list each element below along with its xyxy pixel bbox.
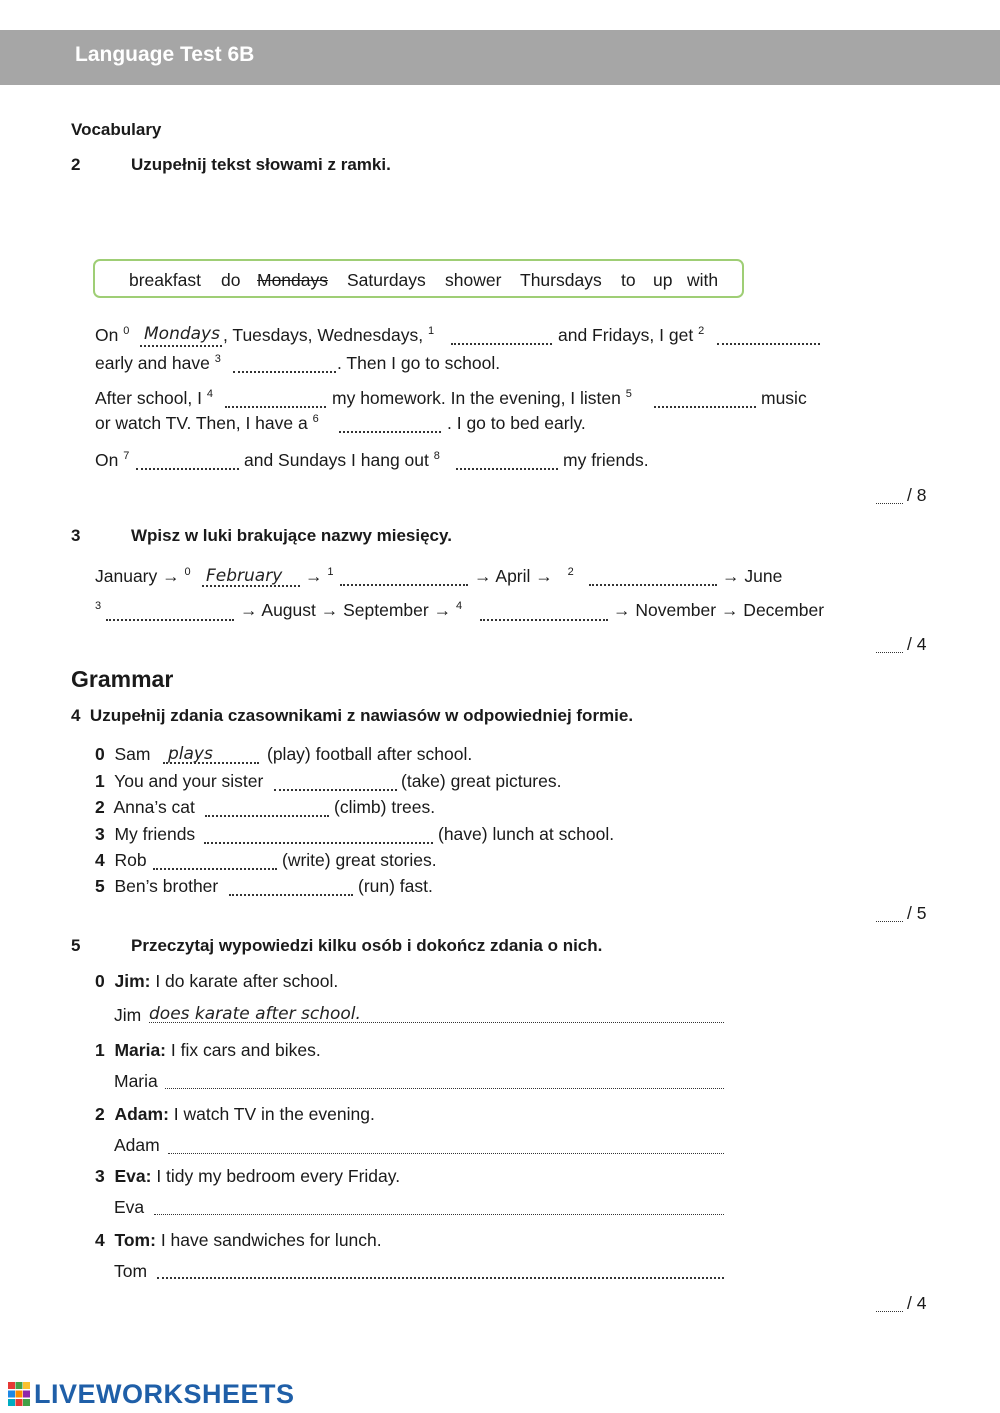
word-shower: shower: [445, 270, 502, 290]
word-up: up: [653, 270, 673, 290]
word-with: with: [687, 270, 719, 290]
ex2-blank-1[interactable]: [451, 343, 552, 345]
ex2-number: 2: [71, 155, 81, 174]
ex4-blank-3[interactable]: [204, 842, 433, 844]
ex2-text-5: music: [761, 388, 807, 408]
ex2-text-3: . Then I go to school.: [337, 353, 501, 373]
ex3-blank-0: [202, 585, 300, 587]
ex2-p1-line1: On $^0$: [95, 325, 130, 345]
ex5-line-1[interactable]: [165, 1088, 724, 1089]
ex5-name-0: Jim: [114, 1005, 142, 1025]
ex2-instruction: Uzupełnij tekst słowami z ramki.: [131, 155, 391, 174]
ex4-score-blank[interactable]: [876, 921, 903, 922]
ex3-arrow-1: → $^1$: [305, 566, 334, 586]
ex2-score: / 8: [907, 485, 927, 505]
ex3-june: → June: [722, 566, 783, 586]
ex5-name-2: Adam: [114, 1135, 160, 1155]
ex5-item-1: 1 Maria: I fix cars and bikes.: [95, 1040, 321, 1060]
ex2-p2-line1: After school, I $^4$: [95, 388, 213, 408]
word-do: do: [221, 270, 241, 290]
ex3-blank-4[interactable]: [480, 619, 608, 621]
ex2-text-7: and Sundays I hang out $^8$: [244, 450, 440, 470]
ex4-item-0: 0 Sam: [95, 744, 151, 764]
word-thursdays: Thursdays: [520, 270, 602, 290]
ex2-blank-2[interactable]: [717, 343, 820, 345]
ex2-answer-0: Mondays: [144, 324, 220, 344]
ex5-item-3: 3 Eva: I tidy my bedroom every Friday.: [95, 1166, 401, 1186]
ex2-score-blank[interactable]: [876, 503, 903, 504]
ex3-end: → November → December: [613, 600, 825, 620]
ex5-line-3[interactable]: [154, 1214, 724, 1215]
ex5-score-blank[interactable]: [876, 1311, 903, 1312]
ex2-blank-4[interactable]: [225, 406, 326, 408]
ex4-after-1: (take) great pictures.: [401, 771, 562, 791]
ex2-text-8: my friends.: [563, 450, 649, 470]
logo-text: LIVEWORKSHEETS: [34, 1379, 295, 1409]
ex5-answer-0: does karate after school.: [149, 1004, 361, 1024]
ex3-number: 3: [71, 526, 81, 545]
ex4-blank-2[interactable]: [205, 815, 329, 817]
ex3-score: / 4: [907, 634, 927, 654]
ex2-blank-8[interactable]: [456, 468, 558, 470]
ex3-blank-1[interactable]: [340, 584, 468, 586]
ex4-after-4: (write) great stories.: [282, 850, 437, 870]
ex5-name-4: Tom: [114, 1261, 148, 1281]
ex2-p3: On $^7$: [95, 450, 130, 470]
ex4-blank-0: [163, 762, 259, 764]
word-saturdays: Saturdays: [347, 270, 426, 290]
ex2-text-1: , Tuesdays, Wednesdays, $^1$: [223, 325, 435, 345]
ex2-text-6: . I go to bed early.: [447, 413, 586, 433]
ex3-blank-3[interactable]: [106, 619, 234, 621]
ex5-instruction: Przeczytaj wypowiedzi kilku osób i dokończ zdania o nich.: [131, 936, 603, 955]
ex2-p1-line2: early and have $^3$: [95, 353, 221, 373]
ex5-line-0: [149, 1022, 724, 1023]
ex2-blank-5[interactable]: [654, 406, 756, 408]
logo-blocks-icon: [8, 1382, 30, 1406]
ex5-line-2[interactable]: [168, 1153, 724, 1154]
word-to: to: [621, 270, 636, 290]
ex5-score: / 4: [907, 1293, 927, 1313]
ex3-score-blank[interactable]: [876, 652, 903, 653]
grammar-heading: Grammar: [71, 666, 174, 692]
ex5-item-0: 0 Jim: I do karate after school.: [95, 971, 339, 991]
ex5-item-4: 4 Tom: I have sandwiches for lunch.: [95, 1230, 382, 1250]
vocabulary-heading: Vocabulary: [71, 120, 162, 139]
ex3-blank-2[interactable]: [589, 584, 717, 586]
ex4-blank-1[interactable]: [274, 789, 397, 791]
ex4-after-0: (play) football after school.: [267, 744, 473, 764]
ex2-blank-3[interactable]: [233, 371, 336, 373]
ex5-line-4[interactable]: [157, 1277, 724, 1279]
ex3-sup-3: 3: [95, 600, 102, 612]
ex4-item-1: 1 You and your sister: [95, 771, 264, 791]
ex4-after-5: (run) fast.: [358, 876, 433, 896]
word-breakfast: breakfast: [129, 270, 201, 290]
ex4-item-5: 5 Ben’s brother: [95, 876, 219, 896]
ex3-january: January → $^0$: [95, 566, 191, 586]
ex4-item-3: 3 My friends: [95, 824, 196, 844]
ex3-answer-0: February: [206, 566, 283, 586]
ex4-score: / 5: [907, 903, 927, 923]
ex2-blank-6[interactable]: [339, 431, 441, 433]
ex4-blank-5[interactable]: [229, 894, 353, 896]
ex4-item-4: 4 Rob: [95, 850, 147, 870]
ex4-after-2: (climb) trees.: [334, 797, 436, 817]
word-mondays: Mondays: [257, 270, 329, 290]
ex2-blank-7[interactable]: [136, 468, 239, 470]
ex2-p2-line2: or watch TV. Then, I have a $^6$: [95, 413, 319, 433]
ex2-blank-0: [140, 345, 222, 347]
ex5-name-3: Eva: [114, 1197, 145, 1217]
ex4-answer-0: plays: [168, 744, 213, 764]
ex2-text-4: my homework. In the evening, I listen $^5$: [332, 388, 632, 408]
ex4-after-3: (have) lunch at school.: [438, 824, 615, 844]
ex4-header: 4 Uzupełnij zdania czasownikami z nawiasów w odpowiedniej formie.: [71, 706, 634, 725]
ex3-middle: → August → September → $^4$: [240, 600, 463, 620]
ex5-item-2: 2 Adam: I watch TV in the evening.: [95, 1104, 375, 1124]
ex5-name-1: Maria: [114, 1071, 158, 1091]
ex5-number: 5: [71, 936, 81, 955]
ex4-blank-4[interactable]: [153, 868, 277, 870]
ex3-april: → April → $^2$: [474, 566, 574, 586]
word-box: [93, 259, 744, 298]
ex4-item-2: 2 Anna’s cat: [95, 797, 195, 817]
ex2-text-2: and Fridays, I get $^2$: [558, 325, 705, 345]
ex3-instruction: Wpisz w luki brakujące nazwy miesięcy.: [131, 526, 452, 545]
page-title: Language Test 6B: [75, 43, 255, 66]
